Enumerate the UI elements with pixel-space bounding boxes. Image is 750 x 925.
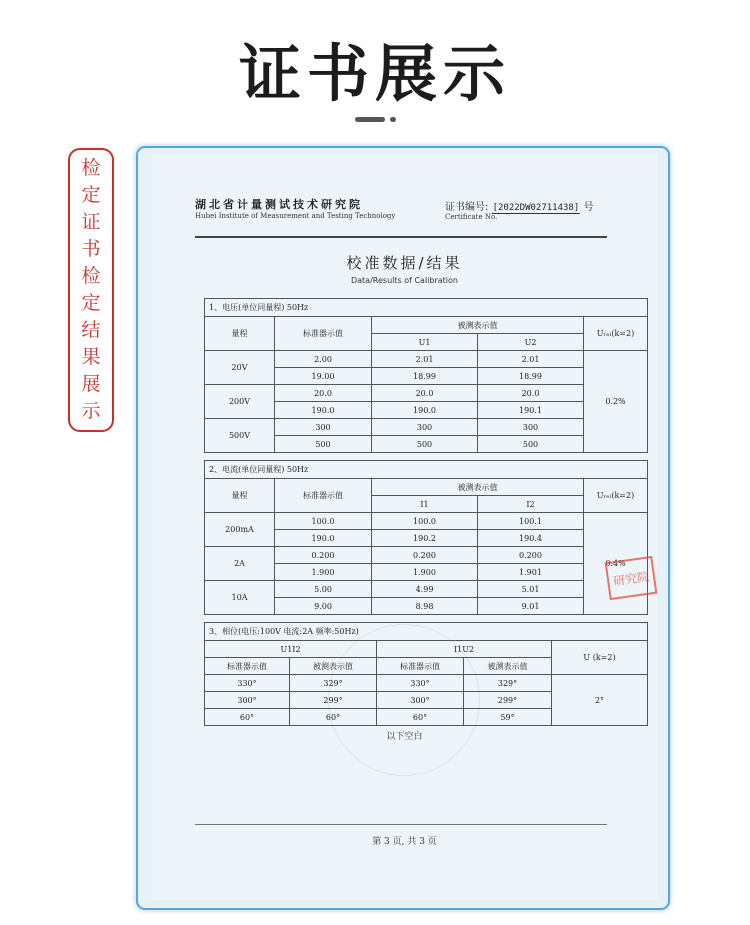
certificate-number (445, 198, 593, 213)
uncertainty-cell: 0.4% (584, 513, 648, 615)
table-cell: 190.1 (478, 402, 584, 419)
table-cell: 190.4 (478, 530, 584, 547)
col-header-uncertainty: Uᵣₑₗ(k=2) (584, 317, 648, 351)
table-cell: 330° (205, 675, 290, 692)
table-cell: 100.0 (372, 513, 478, 530)
table-cell: 300 (478, 419, 584, 436)
calibration-subtitle: Data/Results of Calibration (350, 276, 458, 285)
calibration-title: 校准数据/结果 (346, 254, 463, 272)
col-header-std: 标准器示值 (205, 658, 290, 675)
col-header-sub: I2 (478, 496, 584, 513)
section-title: 2、电流(单位同量程) 50Hz (205, 461, 648, 479)
voltage-table (204, 298, 648, 453)
table-cell: 20.0 (372, 385, 478, 402)
side-label-char: 结 (81, 319, 101, 341)
table-cell: 300 (372, 419, 478, 436)
table-cell: 300 (275, 419, 372, 436)
col-header-group: I1U2 (377, 641, 552, 658)
side-label-char: 证 (81, 211, 101, 233)
table-cell: 190.0 (372, 402, 478, 419)
table-cell: 330° (377, 675, 464, 692)
col-header-std: 标准器示值 (377, 658, 464, 675)
col-header-sub: I1 (372, 496, 478, 513)
table-cell: 0.200 (275, 547, 372, 564)
table-cell: 2.01 (478, 351, 584, 368)
section-title: 1、电压(单位同量程) 50Hz (205, 299, 648, 317)
range-cell: 10A (205, 581, 275, 615)
table-cell: 0.200 (478, 547, 584, 564)
col-header-sub: U1 (372, 334, 478, 351)
col-header-std: 标准器示值 (275, 479, 372, 513)
col-header-sub: U2 (478, 334, 584, 351)
table-cell: 18.99 (478, 368, 584, 385)
table-cell: 299° (290, 692, 377, 709)
table-cell: 60° (205, 709, 290, 726)
table-cell: 2.01 (372, 351, 478, 368)
cert-no-label: 证书编号: (445, 202, 489, 213)
table-cell: 9.00 (275, 598, 372, 615)
side-label-char: 果 (81, 346, 101, 368)
table-cell: 329° (464, 675, 552, 692)
col-header-range: 量程 (205, 479, 275, 513)
blank-below-label: 以下空白 (386, 732, 423, 742)
range-cell: 200mA (205, 513, 275, 547)
table-cell: 500 (478, 436, 584, 453)
table-cell: 300° (377, 692, 464, 709)
col-header-measured: 被测表示值 (464, 658, 552, 675)
uncertainty-cell: 2° (552, 675, 648, 726)
table-cell: 4.99 (372, 581, 478, 598)
col-header-uncertainty: U (k=2) (552, 641, 648, 675)
section-title: 3、相位(电压:100V 电流:2A 频率:50Hz) (205, 623, 648, 641)
range-cell: 20V (205, 351, 275, 385)
side-label-char: 定 (81, 184, 101, 206)
header-divider (195, 236, 607, 238)
page-number: 第 3 页, 共 3 页 (372, 837, 437, 847)
cert-no-value: [2022DW02711438] (492, 203, 580, 213)
range-cell: 500V (205, 419, 275, 453)
table-cell: 60° (290, 709, 377, 726)
table-cell: 59° (464, 709, 552, 726)
col-header-measured: 被测表示值 (372, 479, 584, 496)
table-cell: 1.900 (372, 564, 478, 581)
cert-no-label-en: Certificate No. (445, 213, 498, 221)
side-label-char: 检 (81, 265, 101, 287)
title-underline-dot (390, 117, 396, 122)
red-seal-stamp: 研究院 (605, 556, 658, 600)
table-cell: 190.2 (372, 530, 478, 547)
table-cell: 18.99 (372, 368, 478, 385)
col-header-std: 标准器示值 (275, 317, 372, 351)
certificate-paper (152, 154, 657, 900)
table-cell: 8.98 (372, 598, 478, 615)
table-cell: 19.00 (275, 368, 372, 385)
range-cell: 2A (205, 547, 275, 581)
table-cell: 20.0 (275, 385, 372, 402)
institution-name-cn: 湖北省计量测试技术研究院 (195, 198, 363, 211)
table-cell: 329° (290, 675, 377, 692)
table-cell: 0.200 (372, 547, 478, 564)
table-cell: 1.900 (275, 564, 372, 581)
col-header-group: U1I2 (205, 641, 377, 658)
table-cell: 500 (275, 436, 372, 453)
col-header-uncertainty: Uᵣₑₗ(k=2) (584, 479, 648, 513)
table-cell: 190.0 (275, 530, 372, 547)
table-cell: 100.1 (478, 513, 584, 530)
col-header-measured: 被测表示值 (290, 658, 377, 675)
footer-divider (195, 824, 607, 825)
col-header-range: 量程 (205, 317, 275, 351)
uncertainty-cell: 0.2% (584, 351, 648, 453)
table-cell: 190.0 (275, 402, 372, 419)
table-cell: 5.01 (478, 581, 584, 598)
phase-table (204, 622, 648, 726)
table-cell: 299° (464, 692, 552, 709)
table-cell: 300° (205, 692, 290, 709)
certificate-frame (136, 146, 670, 910)
table-cell: 2.00 (275, 351, 372, 368)
side-label-char: 示 (81, 400, 101, 422)
range-cell: 200V (205, 385, 275, 419)
side-label-badge (68, 148, 114, 432)
side-label-char: 定 (81, 292, 101, 314)
table-cell: 20.0 (478, 385, 584, 402)
table-cell: 1.901 (478, 564, 584, 581)
current-table (204, 460, 648, 615)
page-title: 证书展示 (238, 37, 511, 110)
table-cell: 500 (372, 436, 478, 453)
side-label-char: 书 (81, 238, 101, 260)
table-cell: 5.00 (275, 581, 372, 598)
cert-no-suffix: 号 (583, 202, 594, 213)
table-cell: 100.0 (275, 513, 372, 530)
side-label-char: 检 (81, 157, 101, 179)
table-cell: 9.01 (478, 598, 584, 615)
title-underline-dash (355, 117, 385, 122)
col-header-measured: 被测表示值 (372, 317, 584, 334)
institution-name-en: Hubei Institute of Measurement and Testing Technology (195, 212, 396, 220)
side-label-char: 展 (81, 373, 101, 395)
table-cell: 60° (377, 709, 464, 726)
